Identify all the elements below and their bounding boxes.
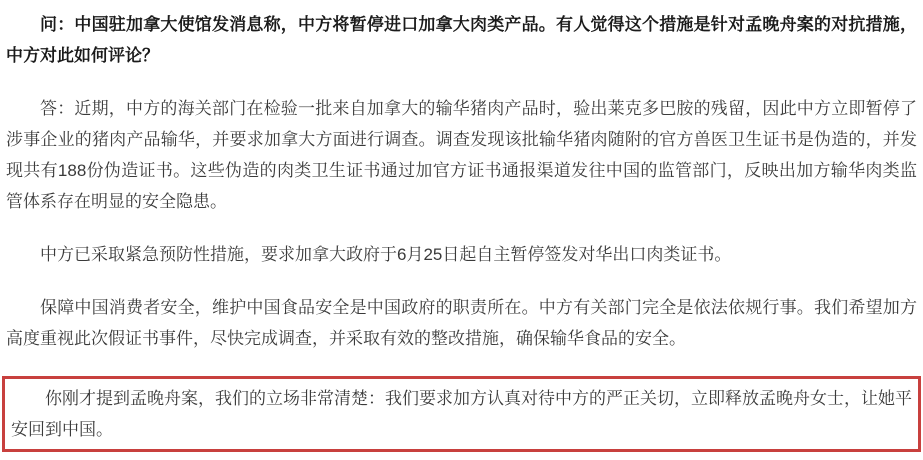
answer-paragraph-3: 保障中国消费者安全，维护中国食品安全是中国政府的职责所在。中方有关部门完全是依法依规行事。我们希望加方高度重视此次假证书事件，尽快完成调查，并采取有效的整改措施，确保输华食品的安全。 [6, 298, 917, 348]
answer-paragraph-2: 中方已采取紧急预防性措施，要求加拿大政府于6月25日起自主暂停签发对华出口肉类证书。 [40, 245, 732, 264]
highlighted-paragraph: 你刚才提到孟晚舟案，我们的立场非常清楚：我们要求加方认真对待中方的严正关切，立即释放孟晚舟女士，让她平安回到中国。 [11, 389, 912, 439]
question-paragraph: 问：中国驻加拿大使馆发消息称，中方将暂停进口加拿大肉类产品。有人觉得这个措施是针对孟晚舟案的对抗措施，中方对此如何评论？ [6, 15, 917, 65]
red-highlight-box [2, 376, 921, 452]
answer-paragraph-1: 答：近期，中方的海关部门在检验一批来自加拿大的输华猪肉产品时，验出莱克多巴胺的残留，因此中方立即暂停了涉事企业的猪肉产品输华，并要求加拿大方面进行调查。调查发现该批输华猪肉随附的官方兽医卫生证书是伪造的，并发现共有188份伪造证书。这些伪造的肉类卫生证书通过加官方证书通报渠道发往中国的监管部门，反映出加方输华肉类监管体系存在明显的安全隐患。 [6, 99, 917, 211]
